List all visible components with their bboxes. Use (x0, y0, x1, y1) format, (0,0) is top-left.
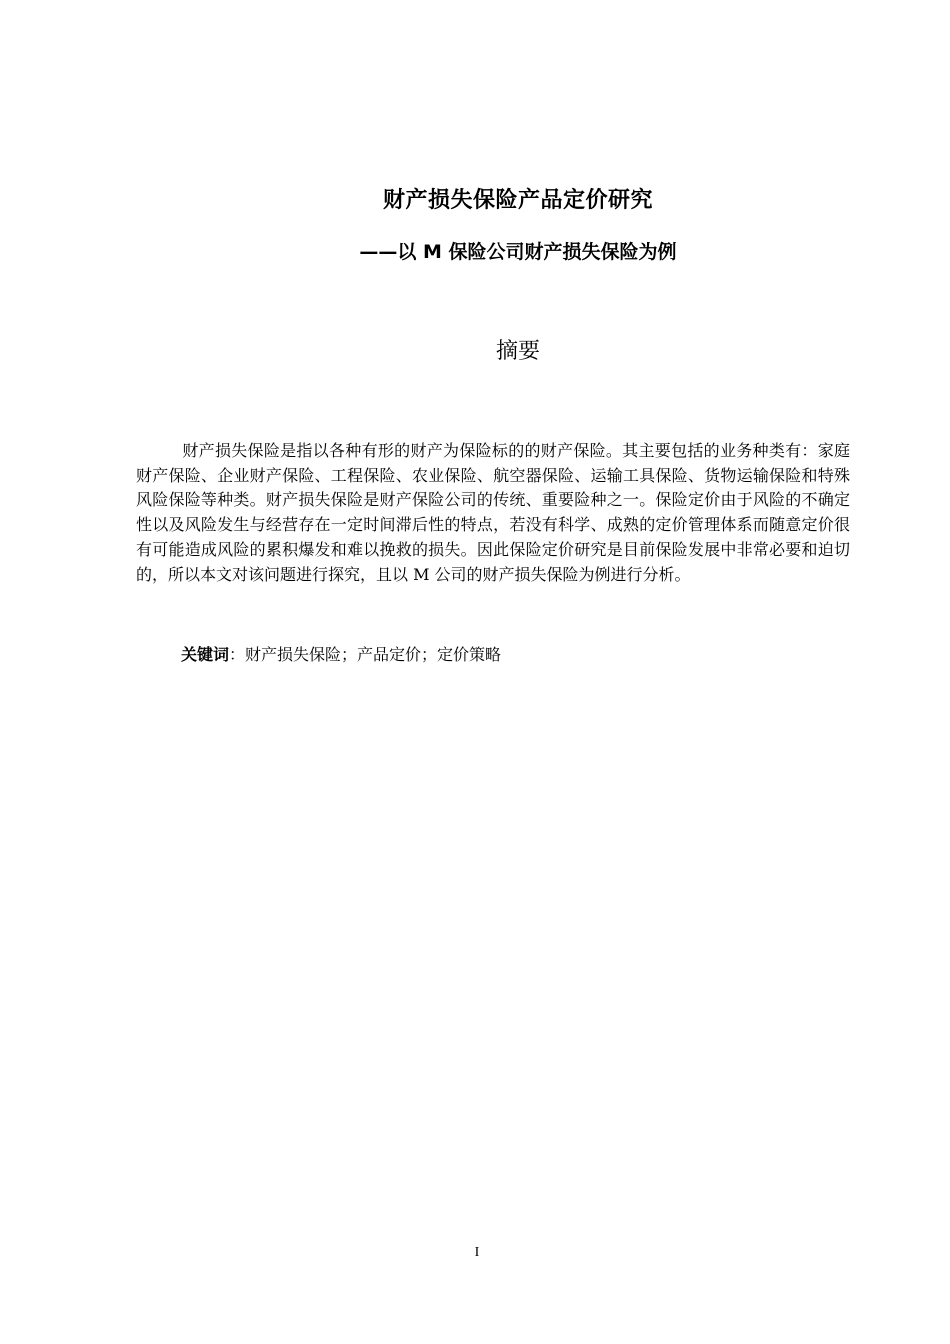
keywords-line (181, 643, 501, 667)
document-title: 财产损失保险产品定价研究 (382, 188, 653, 213)
keywords-text: ：财产损失保险；产品定价；定价策略 (229, 645, 502, 664)
keywords-label: 关键词 (181, 645, 230, 664)
page-number: I (474, 1245, 480, 1260)
abstract-paragraph: 财产损失保险是指以各种有形的财产为保险标的的财产保险。其主要包括的业务种类有：家庭财产保险、企业财产保险、工程保险、农业保险、航空器保险、运输工具保险、货物运输保险和特殊风险保险等种类。财产损失保险是财产保险公司的传统、重要险种之一。保险定价由于风险的不确定性以及风险发生与经营存在一定时间滞后性的特点，若没有科学、成熟的定价管理体系而随意定价很有可能造成风险的累积爆发和难以挽救的损失。因此保险定价研究是目前保险发展中非常必要和迫切的，所以本文对该问题进行探究，且以 M 公司的财产损失保险为例进行分析。 (136, 441, 850, 584)
abstract-heading: 摘要 (495, 339, 540, 364)
document-subtitle: ——以 M 保险公司财产损失保险为例 (359, 241, 677, 263)
